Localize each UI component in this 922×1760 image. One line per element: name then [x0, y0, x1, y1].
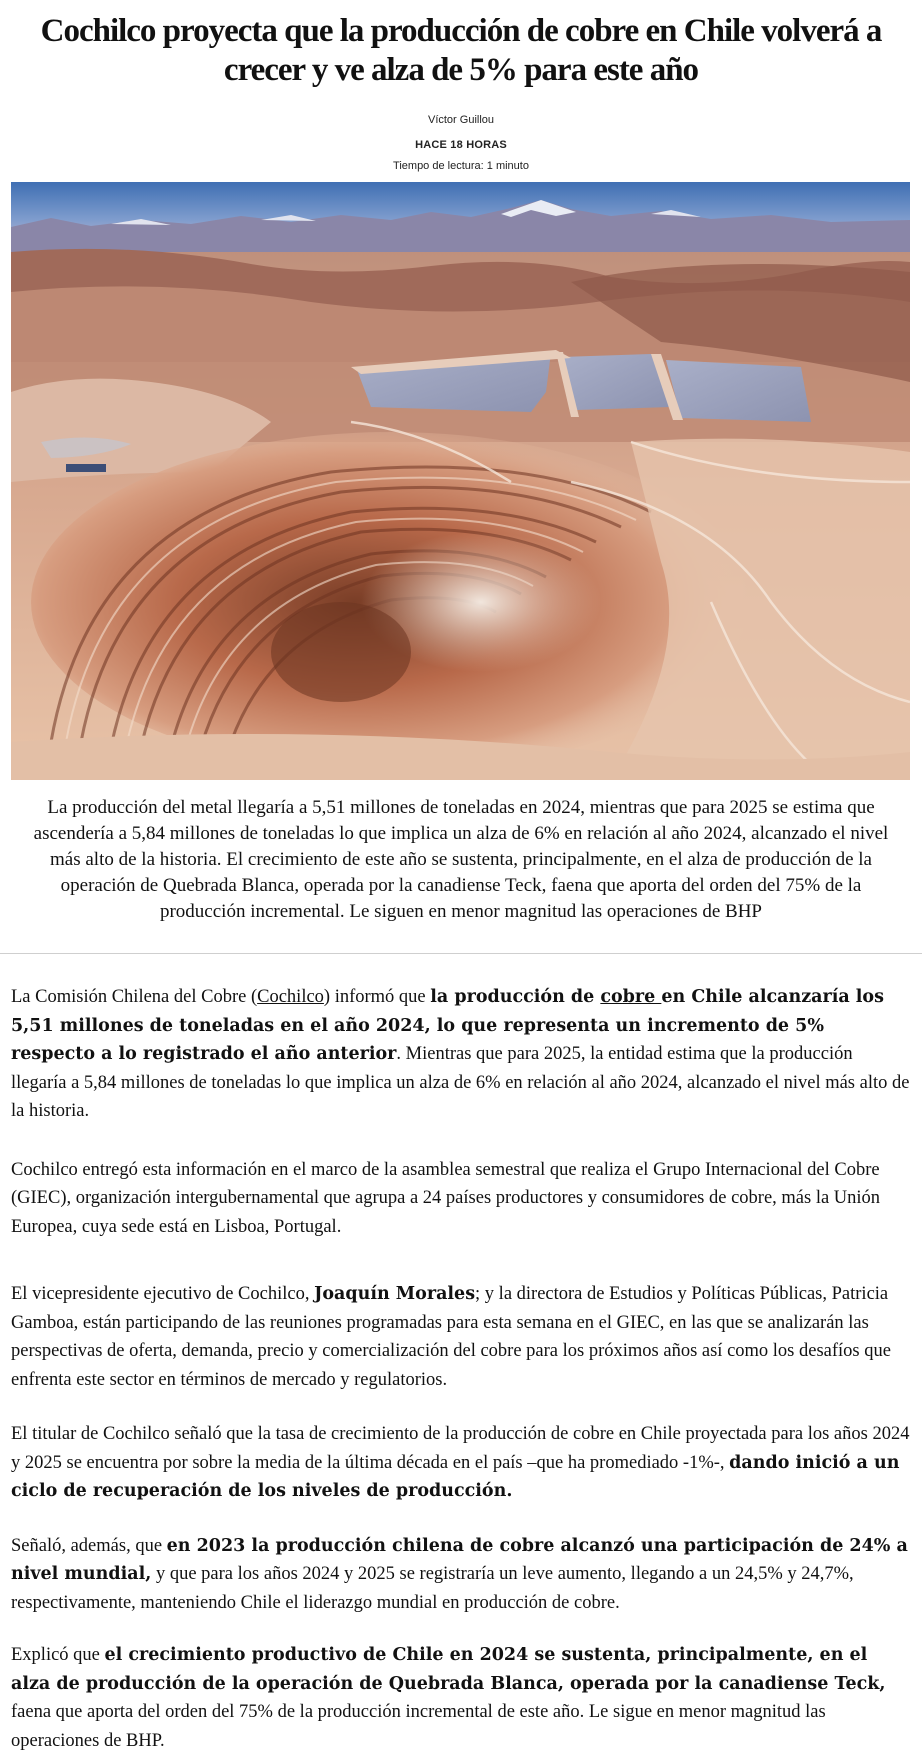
body-paragraph-1 [11, 954, 911, 1126]
body-text: faena que aporta del orden del 75% de la producción incremental de este año. Le sigue en menor magnitud las operaciones de BHP. [11, 1702, 826, 1751]
body-text: y que para los años 2024 y 2025 se registraría un leve aumento, llegando a un 24,5% y 24,7%, respectivamente, manteniendo Chile el liderazgo mundial en producción de cobre. [11, 1564, 854, 1613]
body-text: . Mientras que para 2025, la entidad estima que la producción llegaría a 5,84 millones de toneladas lo que implica un alza de 6% en relación al año 2024, alcanzado el nivel más alto de la historia. [11, 1044, 910, 1121]
body-paragraph-6 [11, 1641, 911, 1755]
article-reading-time: Tiempo de lectura: 1 minuto [393, 160, 529, 172]
body-text: ) informó que [323, 987, 431, 1007]
body-paragraph-5 [11, 1532, 911, 1618]
body-bold-text: el crecimiento productivo de Chile en 2024 se sustenta, principalmente, en el alza de producción de la operación de Quebrada Blanca, operada por la canadiense Teck, [11, 1645, 886, 1694]
body-text: Señaló, además, que [11, 1535, 167, 1556]
body-text: La Comisión Chilena del Cobre ( [11, 987, 258, 1007]
body-bold-text: en 2023 la producción chilena de cobre alcanzó una participación de 24% a nivel mundial, [11, 1535, 908, 1584]
body-text: El vicepresidente ejecutivo de Cochilco, [11, 1284, 315, 1304]
article-author[interactable]: Víctor Guillou [427, 114, 495, 126]
body-paragraph-3 [11, 1280, 911, 1394]
article-published-time: HACE 18 HORAS [415, 139, 507, 151]
body-bold-text: en Chile alcanzaría los 5,51 millones de toneladas en el año 2024, lo que representa un incremento de 5% respecto a lo registrado el año anterior [11, 987, 884, 1064]
body-text: ; y la directora de Estudios y Políticas Públicas, Patricia Gamboa, están participando de las reuniones programadas para esta semana en el GIEC, en las que se analizarán las perspectivas de oferta, demanda, precio y comercialización del cobre para los próximos años así como los desafíos que enfrenta este sector en términos de mercado y regulatorios. [11, 1284, 891, 1390]
link-cobre[interactable]: cobre [600, 987, 662, 1007]
hero-image-open-pit-mine [11, 182, 910, 780]
body-bold-text: Joaquín Morales [314, 1284, 476, 1304]
article-headline: Cochilco proyecta que la producción de cobre en Chile volverá a crecer y ve alza de 5% para este año [40, 13, 882, 88]
article-summary: La producción del metal llegaría a 5,51 millones de toneladas en 2024, mientras que para 2025 se estima que ascendería a 5,84 millones de toneladas lo que implica un alza de 6% en relación al año 2024, alcanzado el nivel más alto de la historia. El crecimiento de este año se sustenta, principalmente, en el alza de producción de la operación de Quebrada Blanca, operada por la canadiense Teck, faena que aporta del orden del 75% de la producción incremental. Le siguen en menor magnitud las operaciones de BHP [33, 797, 889, 922]
article-meta [0, 114, 922, 172]
link-cochilco[interactable]: Cochilco [257, 987, 324, 1007]
body-text: El titular de Cochilco señaló que la tasa de crecimiento de la producción de cobre en Chile proyectada para los años 2024 y 2025 se encuentra por sobre la media de la última década en el país –que ha promediado -1%-, [11, 1424, 910, 1473]
body-paragraph-4 [11, 1420, 911, 1506]
body-text: Explicó que [11, 1645, 105, 1665]
article-body [0, 954, 922, 1755]
body-bold-text: la producción de [430, 987, 601, 1007]
body-bold-text: dando inició a un ciclo de recuperación de los niveles de producción. [11, 1452, 900, 1501]
body-paragraph-2: Cochilco entregó esta información en el marco de la asamblea semestral que realiza el Grupo Internacional del Cobre (GIEC), organización intergubernamental que agrupa a 24 países productores y consumidores de cobre, más la Unión Europea, cuya sede está en Lisboa, Portugal. [11, 1159, 881, 1237]
